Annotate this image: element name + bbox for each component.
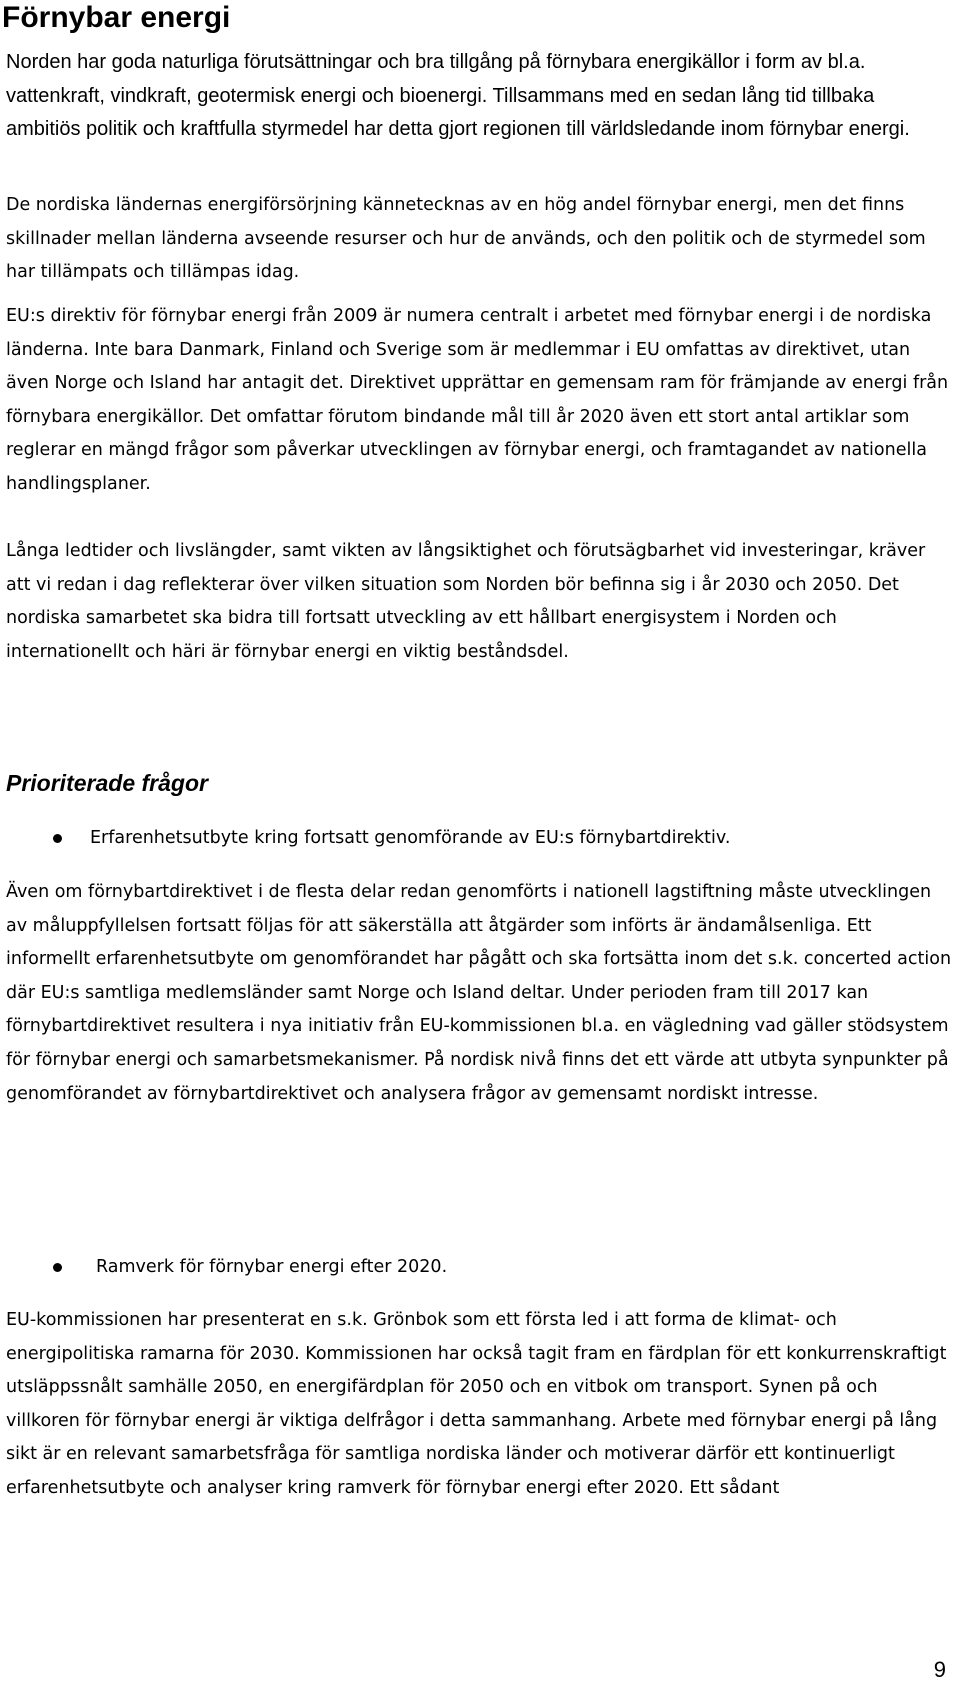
page-number: 9 bbox=[933, 1657, 946, 1682]
paragraph: De nordiska ländernas energiförsörjning kännetecknas av en hög andel förnybar energi, men det finns skillnader mellan länderna avseende resurser och hur de används, och den politik och de styrmedel som har tillämpats och tillämpas idag. bbox=[6, 195, 926, 283]
bullet-text: Ramverk för förnybar energi efter 2020. bbox=[96, 1257, 448, 1277]
bullet-text: Erfarenhetsutbyte kring fortsatt genomförande av EU:s förnybartdirektiv. bbox=[90, 828, 731, 848]
page-title: Förnybar energi bbox=[2, 1, 231, 34]
paragraph: Även om förnybartdirektivet i de flesta delar redan genomförts i nationell lagstiftning måste utvecklingen av måluppfyllelsen fortsatt följas för att säkerställa att åtgärder som införts är ändamålsenliga. Ett informellt erfarenhetsutbyte om genomförandet har pågått och ska fortsätta inom det s.k. concerted action där EU:s samtliga medlemsländer samt Norge och Island deltar. Under perioden fram till 2017 kan förnybartdirektivet resultera i nya initiativ från EU-kommissionen bl.a. en vägledning vad gäller stödsystem för förnybar energi och samarbetsmekanismer. På nordisk nivå finns det ett värde att utbyta synpunkter på genomförandet av förnybartdirektivet och analysera frågor av gemensamt nordiskt intresse. bbox=[6, 882, 952, 1104]
paragraph: Långa ledtider och livslängder, samt vikten av långsiktighet och förutsägbarhet vid investeringar, kräver att vi redan i dag reflekterar över vilken situation som Norden bör befinna sig i år 2030 och 2050. Det nordiska samarbetet ska bidra till fortsatt utveckling av ett hållbart energisystem i Norden och internationellt och häri är förnybar energi en viktig beståndsdel. bbox=[6, 541, 926, 662]
intro-paragraph: Norden har goda naturliga förutsättningar och bra tillgång på förnybara energikällor i form av bl.a. vattenkraft, vindkraft, geotermisk energi och bioenergi. Tillsammans med en sedan lång tid tillbaka ambitiös politik och kraftfulla styrmedel har detta gjort regionen till världsledande inom förnybar energi. bbox=[6, 51, 910, 140]
paragraph: EU:s direktiv för förnybar energi från 2009 är numera centralt i arbetet med förnybar energi i de nordiska länderna. Inte bara Danmark, Finland och Sverige som är medlemmar i EU omfattas av direktivet, utan även Norge och Island har antagit det. Direktivet upprättar en gemensam ram för främjande av energi från förnybara energikällor. Det omfattar förutom bindande mål till år 2020 även ett stort antal artiklar som reglerar en mängd frågor som påverkar utvecklingen av förnybar energi, och framtagandet av nationella handlingsplaner. bbox=[6, 306, 949, 494]
bullet-icon bbox=[53, 1263, 62, 1272]
section-heading: Prioriterade frågor bbox=[6, 770, 208, 796]
bullet-icon bbox=[53, 834, 62, 843]
paragraph: EU-kommissionen har presenterat en s.k. Grönbok som ett första led i att forma de klimat- och energipolitiska ramarna för 2030. Kommissionen har också tagit fram en färdplan för ett konkurrenskraftigt utsläppssnålt samhälle 2050, en energifärdplan för 2050 och en vitbok om transport. Synen på och villkoren för förnybar energi är viktiga delfrågor i detta sammanhang. Arbete med förnybar energi på lång sikt är en relevant samarbetsfråga för samtliga nordiska länder och motiverar därför ett kontinuerligt erfarenhetsutbyte och analyser kring ramverk för förnybar energi efter 2020. Ett sådant bbox=[6, 1310, 947, 1498]
